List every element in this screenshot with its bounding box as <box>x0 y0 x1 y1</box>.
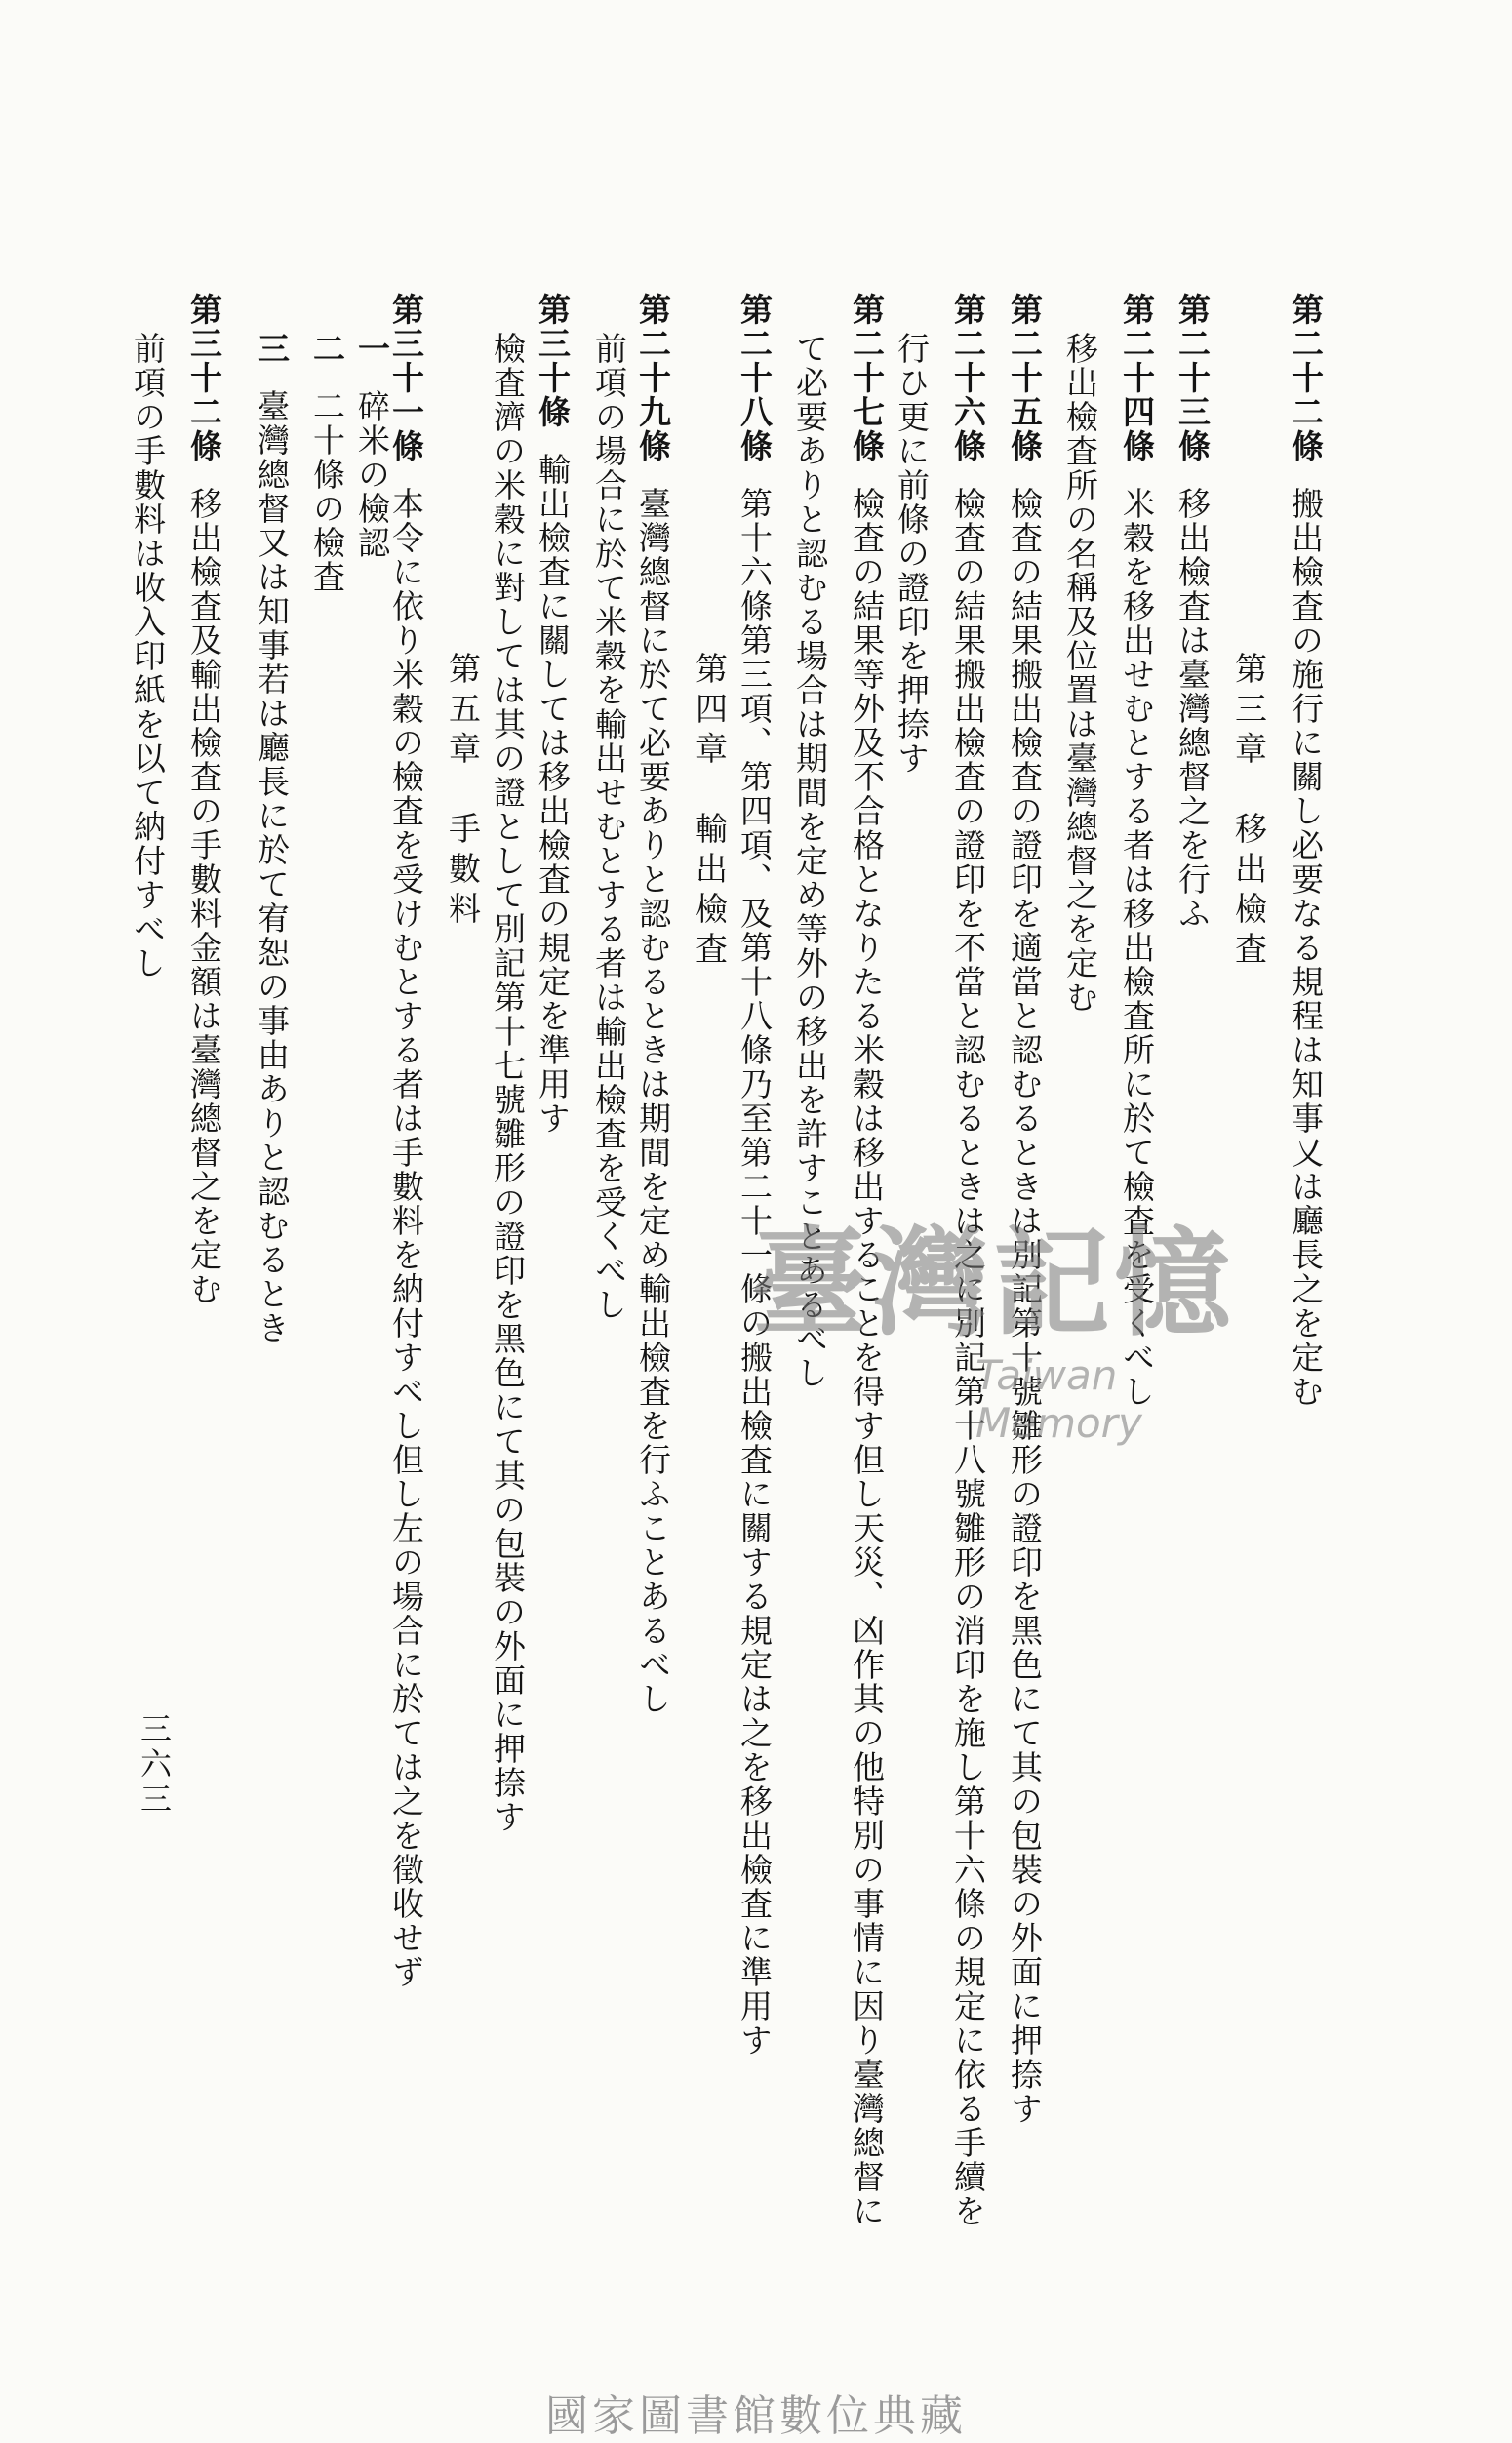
article-text: て必要ありと認むる場合は期間を定め等外の移出を許すことあるべし <box>791 332 829 1390</box>
chapter-heading <box>691 652 729 972</box>
article-text: 第十六條第三項、第四項、及第十八條乃至第二十一條の搬出檢査に關する規定は之を移出檢査に準用す <box>736 487 774 2058</box>
watermark-main: 臺灣記憶 <box>751 1215 1235 1352</box>
list-marker: 二 <box>308 332 346 366</box>
article-text: 檢査の結果搬出檢査の證印を不當と認むるときは之に別記第十八號雛形の消印を施し第十六條の規定に依る手續を <box>949 487 987 2228</box>
list-item-text: 碎米の檢認 <box>353 389 391 560</box>
article-number: 第二十七條 <box>848 293 886 463</box>
text-column <box>185 293 223 1306</box>
article-number: 第三十一條 <box>387 293 425 463</box>
text-column <box>534 293 572 1136</box>
chapter-heading-text: 第四章 輸出檢査 <box>691 652 729 972</box>
article-number: 第二十二條 <box>1287 293 1325 463</box>
watermark-logo <box>751 1190 1278 1447</box>
text-column <box>1287 293 1325 1409</box>
article-text: 臺灣總督に於て必要ありと認むるときは期間を定め輸出檢査を行ふことあるべし <box>634 487 672 1716</box>
article-number: 第三十條 <box>534 293 572 429</box>
page-number: 三六三 <box>136 1712 173 1818</box>
list-item-text: 二十條の檢査 <box>308 389 346 594</box>
watermark-sub: Taiwan Memory <box>975 1351 1142 1447</box>
text-column <box>893 332 931 776</box>
text-column <box>489 332 527 1834</box>
chapter-heading-text: 第三章 移出檢査 <box>1230 652 1268 972</box>
article-text: 米穀を移出せむとする者は移出檢査所に於て檢査を受くべし <box>1118 487 1156 1409</box>
text-column <box>634 293 672 1716</box>
text-column <box>129 332 167 981</box>
article-number: 第二十三條 <box>1174 293 1212 463</box>
text-column <box>1174 293 1212 931</box>
article-text: 輸出檢査に關しては移出檢査の規定を準用す <box>534 453 572 1136</box>
footer-credit: 國家圖書館數位典藏 <box>545 2391 967 2441</box>
article-text: 檢査の結果等外及不合格となりたる米穀は移出することを得す但し天災、凶作其の他特別の事情に因り臺灣總督に <box>848 487 886 2228</box>
list-item <box>308 332 346 594</box>
text-column <box>590 332 628 1322</box>
list-item <box>253 332 291 1345</box>
article-text: 檢査の結果搬出檢査の證印を適當と認むるときは別記第十號雛形の證印を黑色にて其の包裝の外面に押捺す <box>1006 487 1044 2126</box>
text-column <box>1061 332 1099 1015</box>
article-text: 檢査濟の米穀に對しては其の證として別記第十七號雛形の證印を黑色にて其の包裝の外面に押捺す <box>489 332 527 1834</box>
article-text: 行ひ更に前條の證印を押捺す <box>893 332 931 776</box>
article-text: 移出檢査は臺灣總督之を行ふ <box>1174 487 1212 931</box>
list-marker: 三 <box>253 332 291 366</box>
article-number: 第二十五條 <box>1006 293 1044 463</box>
chapter-heading <box>444 652 482 932</box>
article-number: 第二十四條 <box>1118 293 1156 463</box>
chapter-heading <box>1230 652 1268 972</box>
article-number: 第三十二條 <box>185 293 223 463</box>
text-column <box>387 293 425 1989</box>
article-number: 第二十八條 <box>736 293 774 463</box>
article-text: 前項の場合に於て米穀を輸出せむとする者は輸出檢査を受くべし <box>590 332 628 1322</box>
article-text: 移出檢査及輸出檢査の手數料金額は臺灣總督之を定む <box>185 487 223 1306</box>
list-marker: 一 <box>353 332 391 366</box>
article-number: 第二十九條 <box>634 293 672 463</box>
article-text: 前項の手數料は收入印紙を以て納付すべし <box>129 332 167 981</box>
article-text: 搬出檢査の施行に關し必要なる規程は知事又は廳長之を定む <box>1287 487 1325 1409</box>
chapter-heading-text: 第五章 手數料 <box>444 652 482 932</box>
article-text: 移出檢査所の名稱及位置は臺灣總督之を定む <box>1061 332 1099 1015</box>
list-item <box>353 332 391 560</box>
list-item-text: 臺灣總督又は知事若は廳長に於て宥恕の事由ありと認むるとき <box>253 389 291 1345</box>
article-number: 第二十六條 <box>949 293 987 463</box>
text-column <box>736 293 774 2058</box>
article-text: 本令に依り米穀の檢査を受けむとする者は手數料を納付すべし但し左の場合に於ては之を徵收せず <box>387 487 425 1989</box>
